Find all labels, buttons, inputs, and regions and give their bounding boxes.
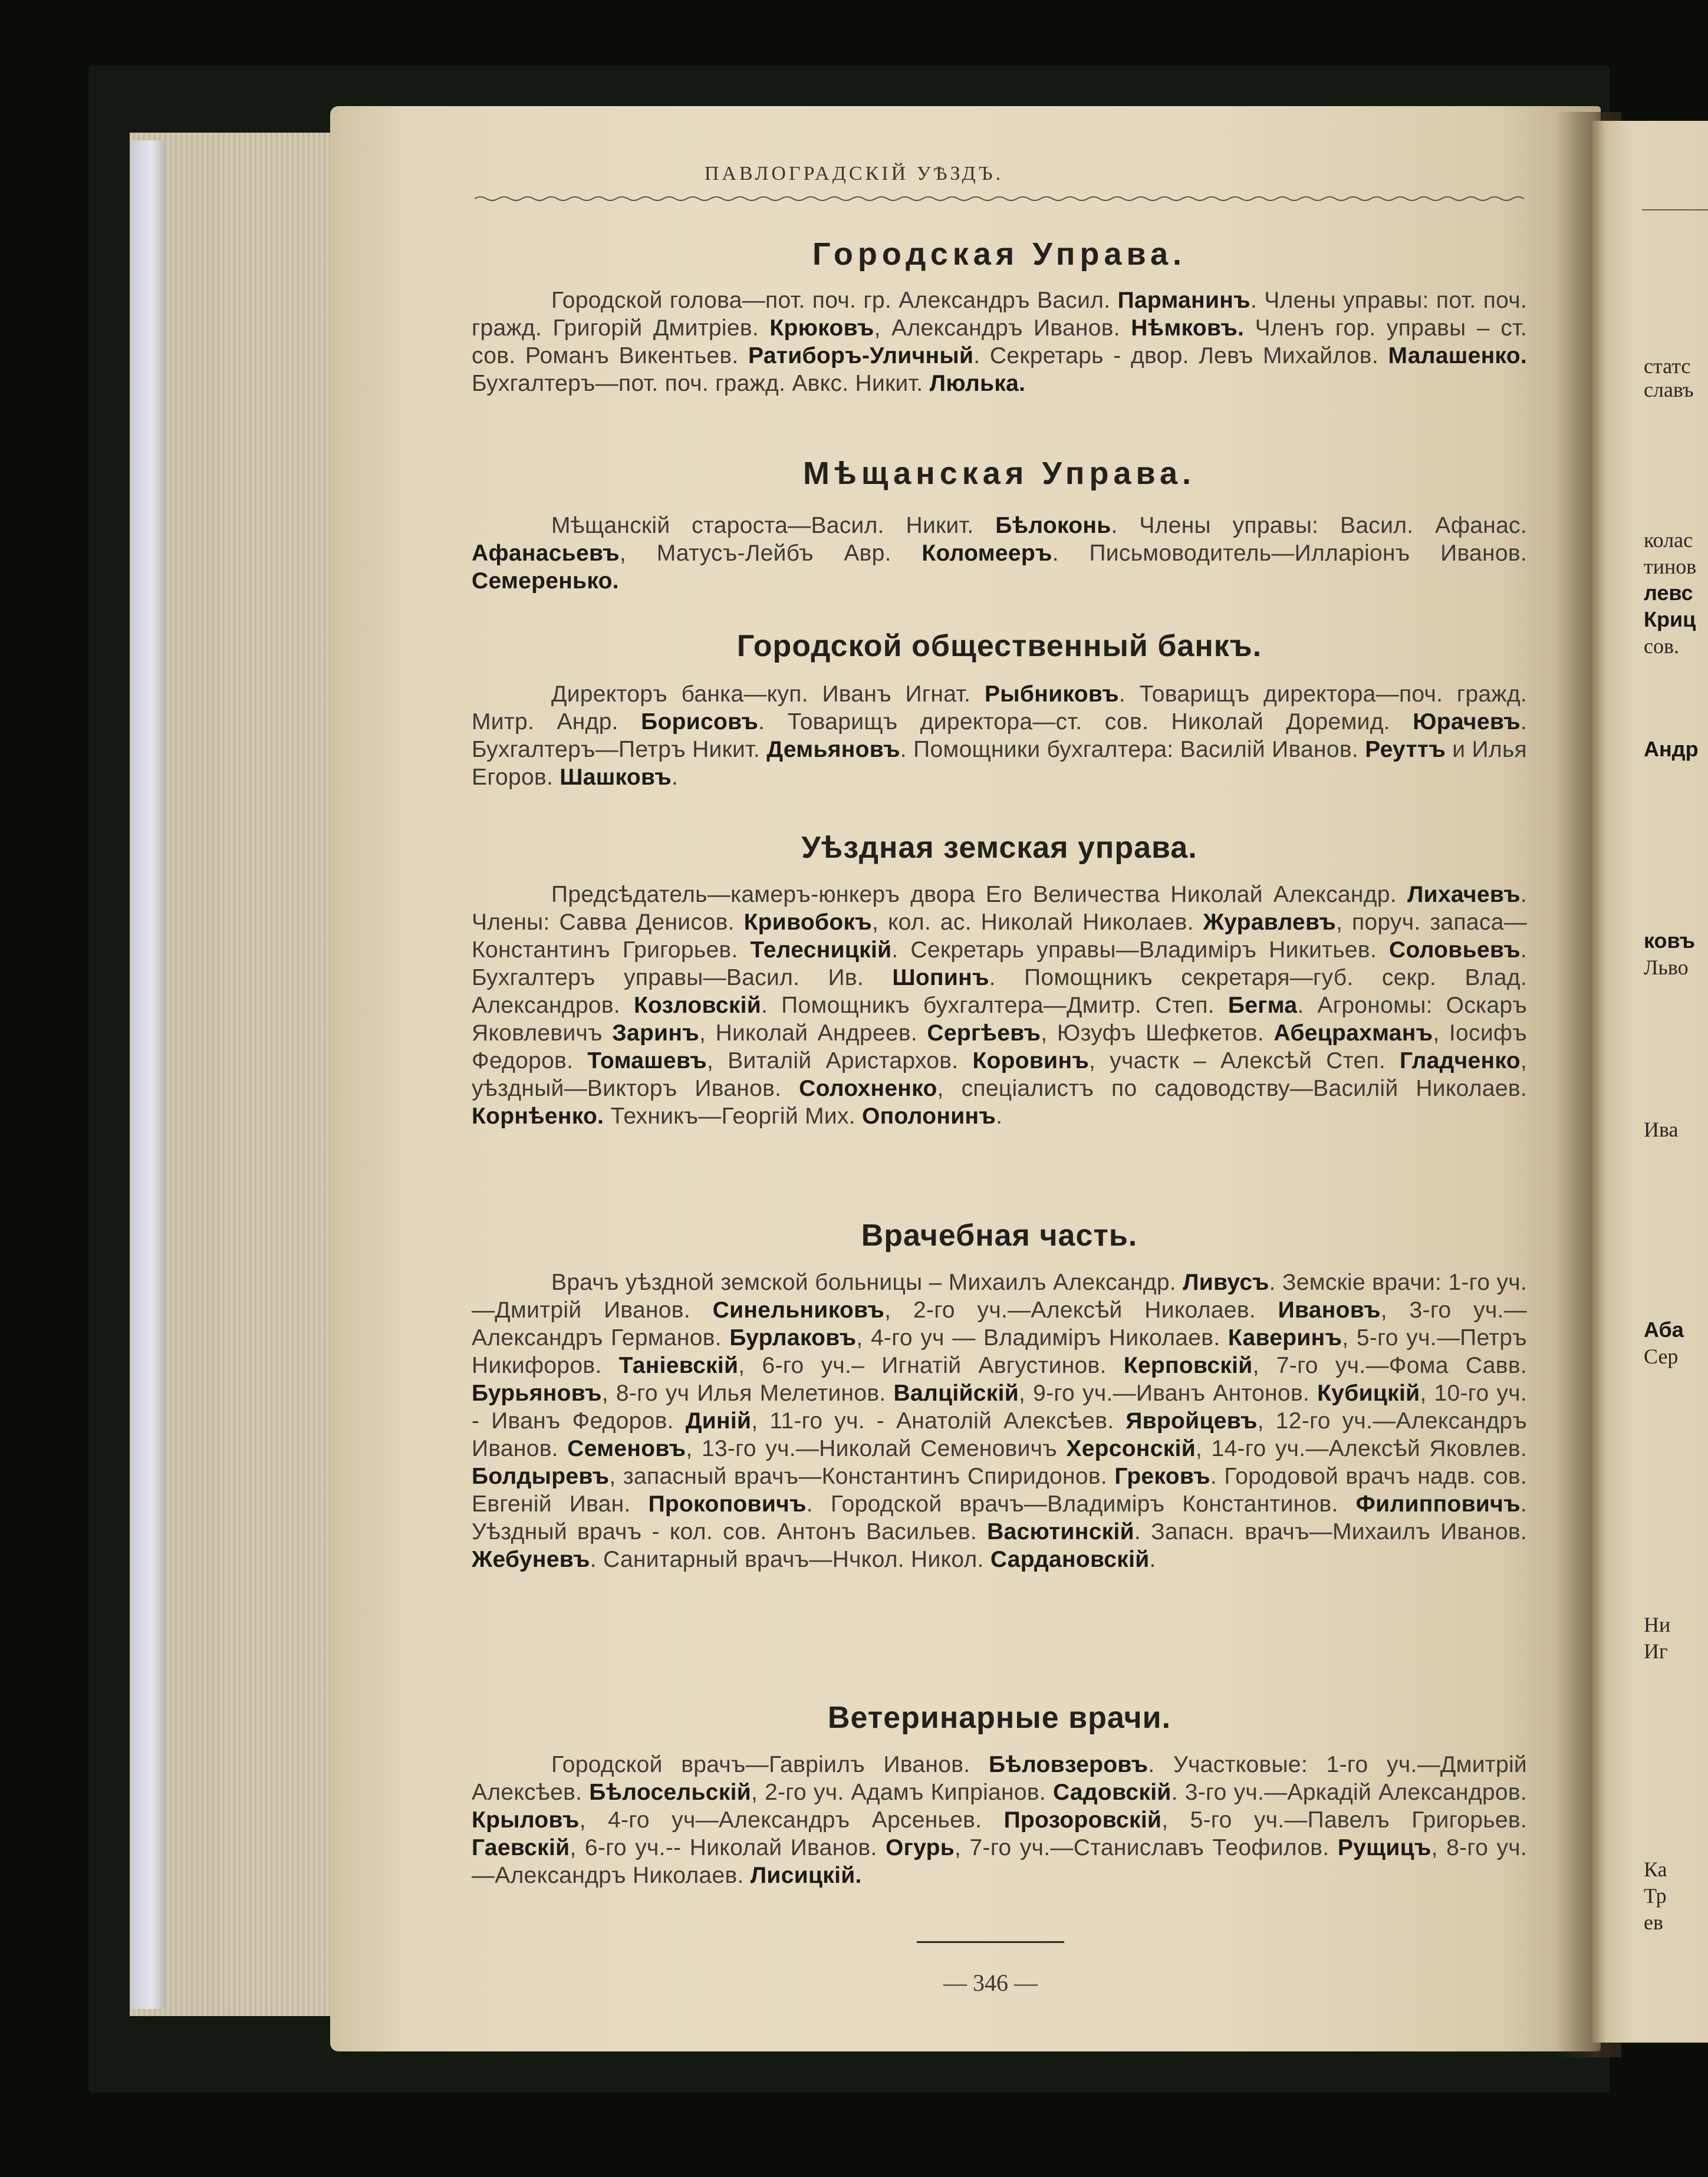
- text-run: , Николай Андреев.: [699, 1020, 927, 1046]
- person-surname: Демьяновъ: [766, 737, 900, 762]
- person-surname: Лисицкій.: [750, 1863, 862, 1888]
- text-run: . Санитарный врачъ—Нчкол. Никол.: [590, 1547, 990, 1572]
- facing-page-fragment: ковъ: [1644, 928, 1696, 953]
- text-run: Городской врачъ—Гавріилъ Иванов.: [551, 1752, 989, 1777]
- text-run: , 13-го уч.—Николай Семеновичъ: [686, 1436, 1067, 1461]
- person-surname: Гаевскій: [472, 1835, 570, 1860]
- person-surname: Солохненко: [799, 1076, 937, 1101]
- text-run: , 7-го уч.—Фома Савв.: [1252, 1353, 1527, 1378]
- text-run: , Матусъ-Лейбъ Авр.: [620, 541, 922, 566]
- text-run: , спеціалистъ по садоводству—Василій Николаев.: [937, 1076, 1527, 1101]
- person-surname: Парманинъ: [1117, 288, 1250, 313]
- person-surname: Кубицкій: [1317, 1381, 1420, 1406]
- text-run: , 2-го уч.—Алексѣй Николаев.: [884, 1297, 1278, 1323]
- text-run: . Помощники бухгалтера: Василій Иванов.: [900, 737, 1365, 762]
- text-run: , 12-го уч.—Александръ Иванов.: [472, 1408, 1527, 1461]
- text-run: , 7-го уч.—Станиславъ Теофилов.: [955, 1835, 1338, 1860]
- facing-page-fragment: Аба: [1644, 1318, 1684, 1342]
- person-surname: Диній: [685, 1408, 752, 1434]
- text-run: , 4-го уч — Владиміръ Николаев.: [856, 1325, 1228, 1351]
- text-run: , Александръ Иванов.: [874, 315, 1131, 341]
- person-surname: Болдыревъ: [472, 1464, 610, 1489]
- text-run: , 5-го уч.—Павелъ Григорьев.: [1161, 1807, 1527, 1833]
- text-run: , 2-го уч. Адамъ Кипріанов.: [751, 1780, 1053, 1805]
- person-surname: Корнѣенко.: [472, 1104, 604, 1129]
- text-run: . Члены: Савва Денисов.: [472, 882, 1527, 935]
- person-surname: Прокоповичъ: [648, 1491, 807, 1517]
- person-surname: Козловскій: [633, 993, 762, 1018]
- text-run: . 3-го уч.—Аркадій Александров.: [1171, 1780, 1527, 1805]
- facing-page-fragment: Андр: [1644, 737, 1699, 761]
- text-run: . Земскіе врачи: 1-го уч.—Дмитрій Иванов.: [472, 1270, 1527, 1323]
- facing-page-fragment: Тр: [1644, 1884, 1667, 1908]
- text-run: .: [996, 1104, 1003, 1129]
- person-surname: Люлька.: [929, 371, 1026, 396]
- section-text-city-bank: [472, 680, 1527, 791]
- text-run: . Запасн. врачъ—Михаилъ Иванов.: [1134, 1519, 1527, 1544]
- person-surname: Бѣлоконь: [995, 513, 1111, 538]
- person-surname: Садовскій: [1052, 1780, 1171, 1805]
- person-surname: Шашковъ: [560, 765, 672, 790]
- text-run: , запасный врачъ—Константинъ Спиридонов.: [609, 1464, 1115, 1489]
- section-heading-city-board: Городская Управа.: [812, 236, 1187, 272]
- text-run: , Іосифъ Федоров.: [472, 1020, 1527, 1073]
- section-heading-medical: Врачебная часть.: [861, 1218, 1138, 1253]
- section-heading-veterinary: Ветеринарные врачи.: [827, 1701, 1171, 1735]
- text-run: , Виталій Аристархов.: [707, 1048, 973, 1073]
- text-run: , 10-го уч. - Иванъ Федоров.: [472, 1381, 1528, 1434]
- facing-page-fragment: сов.: [1644, 634, 1679, 658]
- person-surname: Сергѣевъ: [927, 1020, 1041, 1046]
- text-run: . Городской врачъ—Владиміръ Константинов.: [806, 1491, 1356, 1517]
- person-surname: Ополонинъ: [862, 1104, 996, 1129]
- text-run: , 6-го уч.– Игнатій Августинов.: [738, 1353, 1124, 1378]
- text-run: . Помощникъ секретаря—губ. секр. Влад. Александров.: [472, 965, 1527, 1018]
- person-surname: Шопинъ: [892, 965, 989, 990]
- text-run: , 11-го уч. - Анатолій Алексѣев.: [751, 1408, 1126, 1434]
- facing-page-fragment: ев: [1644, 1911, 1663, 1934]
- text-run: . Бухгалтеръ—Петръ Никит.: [472, 709, 1528, 762]
- person-surname: Грековъ: [1114, 1464, 1210, 1489]
- person-surname: Коломееръ: [922, 541, 1052, 566]
- person-surname: Васютинскій: [987, 1519, 1134, 1544]
- text-run: . Бухгалтеръ управы—Васил. Ив.: [472, 937, 1528, 990]
- facing-page: [1592, 121, 1708, 2043]
- text-run: . Городовой врачъ надв. сов. Евгеній Иван.: [472, 1464, 1527, 1517]
- text-run: . Секретарь управы—Владиміръ Никитьев.: [891, 937, 1389, 963]
- text-run: . Товарищъ директора—поч. гражд. Митр. Андр.: [472, 681, 1528, 735]
- person-surname: Малашенко.: [1388, 343, 1527, 368]
- text-run: , 9-го уч.—Иванъ Антонов.: [1018, 1381, 1318, 1406]
- text-run: , уѣздный—Викторъ Иванов.: [472, 1048, 1527, 1101]
- person-surname: Юрачевъ: [1413, 709, 1521, 735]
- section-text-veterinary: [472, 1751, 1527, 1889]
- text-run: , 8-го уч.—Александръ Николаев.: [472, 1835, 1527, 1888]
- section-heading-district-zemstvo: Уѣздная земская управа.: [801, 831, 1197, 865]
- text-run: Бухгалтеръ—пот. поч. гражд. Авкс. Никит.: [472, 371, 930, 396]
- page-edge-highlight: [131, 140, 165, 2009]
- text-run: , 6-го уч.-- Николай Иванов.: [570, 1835, 886, 1860]
- person-surname: Семеренько.: [472, 568, 619, 594]
- person-surname: Заринъ: [612, 1020, 699, 1046]
- text-run: , 5-го уч.—Петръ Никифоров.: [472, 1325, 1527, 1378]
- person-surname: Ратиборъ-Уличный: [748, 343, 974, 368]
- person-surname: Томашевъ: [587, 1048, 707, 1073]
- text-run: .: [672, 765, 679, 790]
- text-run: . Письмоводитель—Илларіонъ Иванов.: [1052, 541, 1527, 566]
- facing-page-rule: [1642, 209, 1708, 210]
- person-surname: Соловьевъ: [1389, 937, 1521, 963]
- text-run: . Члены управы: Васил. Афанас.: [1111, 513, 1527, 538]
- person-surname: Явройцевъ: [1125, 1408, 1258, 1434]
- person-surname: Жебуневъ: [472, 1547, 590, 1572]
- person-surname: Бурьяновъ: [472, 1381, 602, 1406]
- person-surname: Бѣловзеровъ: [988, 1752, 1148, 1777]
- facing-page-fragment: колас: [1644, 528, 1693, 552]
- section-heading-city-bank: Городской общественный банкъ.: [736, 629, 1262, 663]
- person-surname: Борисовъ: [641, 709, 759, 735]
- facing-page-fragment: Ива: [1644, 1118, 1679, 1141]
- facing-page-fragment: левс: [1644, 581, 1693, 605]
- end-rule: [917, 1941, 1064, 1943]
- person-surname: Валційскій: [893, 1381, 1019, 1406]
- facing-page-fragment: Ни: [1644, 1613, 1671, 1636]
- text-run: . Уѣздный врачъ - кол. сов. Антонъ Васильев.: [472, 1491, 1527, 1544]
- person-surname: Сардановскій: [990, 1547, 1150, 1572]
- text-run: Врачъ уѣздной земской больницы – Михаилъ Александр.: [551, 1270, 1183, 1295]
- person-surname: Журавлевъ: [1203, 910, 1337, 935]
- text-run: , 14-го уч.—Алексѣй Яковлев.: [1196, 1436, 1527, 1461]
- person-surname: Крюковъ: [769, 315, 874, 341]
- person-surname: Афанасьевъ: [472, 541, 620, 566]
- text-run: . Агрономы: Оскаръ Яковлевичъ: [472, 993, 1527, 1046]
- person-surname: Рущицъ: [1337, 1835, 1431, 1860]
- person-surname: Рыбниковъ: [984, 681, 1119, 707]
- text-run: Членъ гор. управы – ст. сов. Романъ Викентьев.: [472, 315, 1527, 368]
- person-surname: Керповскій: [1123, 1353, 1253, 1378]
- text-run: . Товарищъ директора—ст. сов. Николай Доремид.: [758, 709, 1413, 735]
- text-run: . Помощникъ бухгалтера—Дмитр. Степ.: [761, 993, 1228, 1018]
- person-surname: Огурь: [885, 1835, 955, 1860]
- person-surname: Таніевскій: [618, 1353, 739, 1378]
- section-text-burgher-board: [472, 512, 1527, 595]
- text-run: , 3-го уч.—Александръ Германов.: [472, 1297, 1527, 1351]
- facing-page-fragment: Ка: [1644, 1857, 1667, 1881]
- text-run: . Участковые: 1-го уч.—Дмитрій Алексѣев.: [472, 1752, 1527, 1805]
- person-surname: Прозоровскій: [1003, 1807, 1162, 1833]
- person-surname: Абецрахманъ: [1273, 1020, 1433, 1046]
- text-run: и Илья Егоров.: [472, 737, 1527, 790]
- person-surname: Кривобокъ: [743, 910, 873, 935]
- text-run: , участк – Алексѣй Степ.: [1089, 1048, 1400, 1073]
- text-run: Городской голова—пот. поч. гр. Александръ Васил.: [551, 288, 1118, 313]
- page-number: — 346 —: [943, 1969, 1038, 1996]
- text-run: . Члены управы: пот. поч. гражд. Григорій Дмитріев.: [472, 288, 1527, 341]
- section-text-city-board: [472, 286, 1527, 397]
- text-run: , 8-го уч Илья Мелетинов.: [601, 1381, 894, 1406]
- person-surname: Нѣмковъ.: [1131, 315, 1245, 341]
- section-text-district-zemstvo: [472, 881, 1527, 1130]
- text-run: .: [1149, 1547, 1156, 1572]
- person-surname: Бѣлосельскій: [589, 1780, 752, 1805]
- person-surname: Лихачевъ: [1407, 882, 1521, 907]
- person-surname: Херсонскій: [1066, 1436, 1196, 1461]
- facing-page-fragment: славъ: [1644, 378, 1694, 401]
- person-surname: Коровинъ: [972, 1048, 1090, 1073]
- person-surname: Крыловъ: [472, 1807, 580, 1833]
- facing-page-fragment: статс: [1644, 354, 1691, 378]
- text-run: Техникъ—Георгій Мих.: [604, 1104, 863, 1129]
- person-surname: Гладченко: [1400, 1048, 1521, 1073]
- text-run: , Юзуфъ Шефкетов.: [1041, 1020, 1274, 1046]
- text-run: , 4-го уч—Александръ Арсеньев.: [579, 1807, 1004, 1833]
- running-head-rule: [475, 195, 1524, 203]
- person-surname: Ивановъ: [1278, 1297, 1381, 1323]
- text-run: , поруч. запаса—Константинъ Григорьев.: [472, 910, 1528, 963]
- person-surname: Телесницкій: [750, 937, 892, 963]
- person-surname: Синельниковъ: [712, 1297, 885, 1323]
- text-run: Мѣщанскій староста—Васил. Никит.: [551, 513, 996, 538]
- person-surname: Филипповичъ: [1355, 1491, 1521, 1517]
- section-heading-burgher-board: Мѣщанская Управа.: [802, 456, 1196, 491]
- person-surname: Бурлаковъ: [729, 1325, 857, 1351]
- facing-page-fragment: Сер: [1644, 1345, 1679, 1368]
- text-run: . Секретарь - двор. Левъ Михайлов.: [973, 343, 1388, 368]
- running-head: ПАВЛОГРАДСКІЙ УѢЗДЪ.: [704, 163, 1004, 185]
- facing-page-fragment: Льво: [1644, 956, 1689, 979]
- person-surname: Ливусъ: [1183, 1270, 1269, 1295]
- facing-page-fragment: тинов: [1644, 555, 1697, 578]
- person-surname: Семеновъ: [567, 1436, 686, 1461]
- section-text-medical: [472, 1269, 1527, 1573]
- person-surname: Бегма: [1227, 993, 1298, 1018]
- person-surname: Реуттъ: [1365, 737, 1446, 762]
- text-run: Предсѣдатель—камеръ-юнкеръ двора Его Величества Николай Александр.: [551, 882, 1407, 907]
- text-run: Директоръ банка—куп. Иванъ Игнат.: [551, 681, 985, 707]
- text-run: , кол. ас. Николай Николаев.: [872, 910, 1203, 935]
- person-surname: Каверинъ: [1227, 1325, 1342, 1351]
- facing-page-fragment: Криц: [1644, 607, 1696, 631]
- facing-page-fragment: Иг: [1644, 1639, 1668, 1663]
